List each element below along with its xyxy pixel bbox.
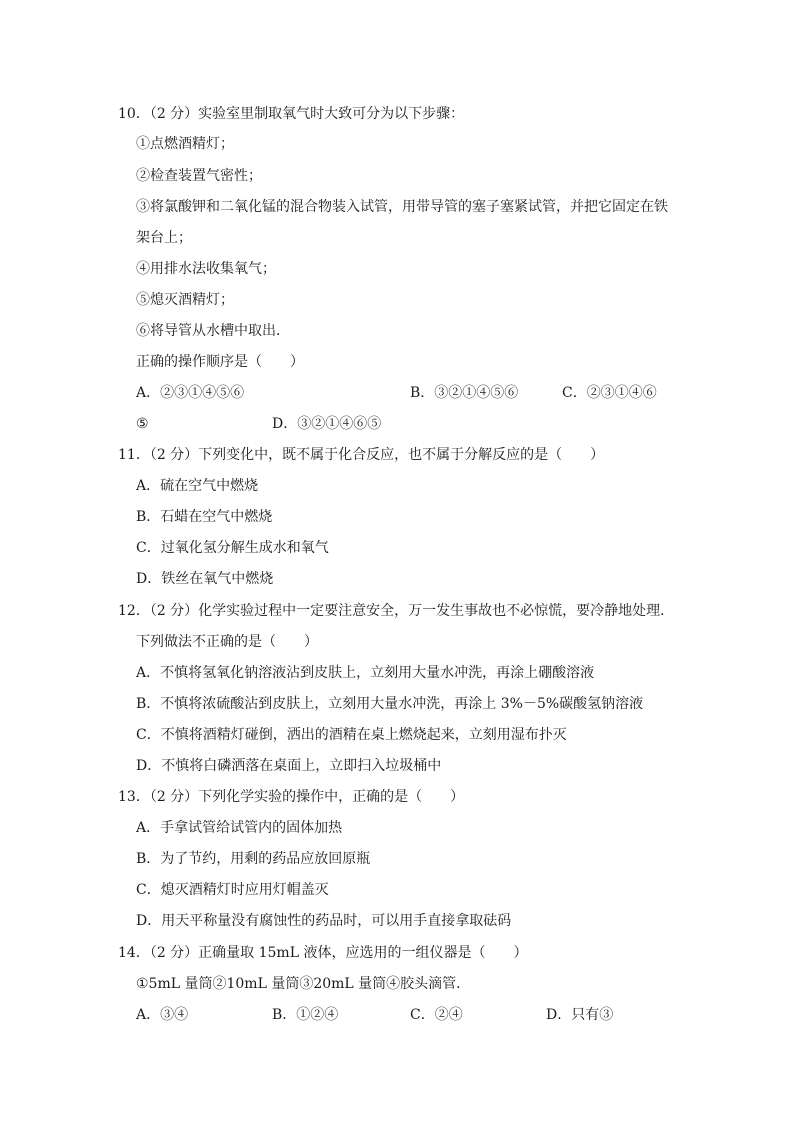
q12-stem-cont: 下列做法不正确的是（ ） — [136, 634, 318, 650]
q11-option-c: C．过氧化氢分解生成水和氧气 — [136, 540, 329, 556]
q10-step-4: ④用排水法收集氧气； — [136, 261, 276, 277]
q10-option-c-cont: ⑤ — [136, 416, 149, 432]
q14-option-b: B．①②④ — [272, 1007, 339, 1023]
q13-option-d: D．用天平称量没有腐蚀性的药品时，可以用手直接拿取砝码 — [136, 913, 512, 929]
q10-stem: 10．（2 分）实验室里制取氧气时大致可分为以下步骤： — [118, 106, 465, 122]
q11-option-a: A．硫在空气中燃烧 — [136, 478, 259, 494]
q10-step-3: ③将氯酸钾和二氧化锰的混合物装入试管，用带导管的塞子塞紧试管，并把它固定在铁 — [136, 199, 668, 215]
q13-option-c: C．熄灭酒精灯时应用灯帽盖灭 — [136, 882, 329, 898]
q12-stem: 12．（2 分）化学实验过程中一定要注意安全，万一发生事故也不必惊慌，要冷静地处理． — [118, 603, 675, 619]
q10-option-a: A．②③①④⑤⑥ — [136, 385, 245, 401]
q14-items: ①5mL 量筒②10mL 量筒③20mL 量筒④胶头滴管． — [136, 976, 471, 992]
q10-step-3-cont: 架台上； — [136, 230, 192, 246]
q13-stem: 13．（2 分）下列化学实验的操作中，正确的是（ ） — [118, 789, 465, 805]
q10-step-1: ①点燃酒精灯； — [136, 136, 234, 152]
q14-option-c: C．②④ — [410, 1007, 463, 1023]
q10-step-5: ⑤熄灭酒精灯； — [136, 292, 234, 308]
q10-prompt: 正确的操作顺序是（ ） — [136, 354, 304, 370]
q12-option-c: C．不慎将酒精灯碰倒，洒出的酒精在桌上燃烧起来，立刻用湿布扑灭 — [136, 727, 567, 743]
q12-option-d: D．不慎将白磷洒落在桌面上，立即扫入垃圾桶中 — [136, 758, 442, 774]
q11-option-d: D．铁丝在氧气中燃烧 — [136, 571, 274, 587]
q10-option-b: B．③②①④⑤⑥ — [410, 385, 519, 401]
q14-stem: 14．（2 分）正确量取 15mL 液体，应选用的一组仪器是（ ） — [118, 945, 528, 961]
q11-stem: 11．（2 分）下列变化中，既不属于化合反应，也不属于分解反应的是（ ） — [118, 447, 605, 463]
q13-option-b: B．为了节约，用剩的药品应放回原瓶 — [136, 851, 371, 867]
q10-step-2: ②检查装置气密性； — [136, 168, 262, 184]
q10-option-d: D．③②①④⑥⑤ — [272, 416, 382, 432]
q11-option-b: B．石蜡在空气中燃烧 — [136, 509, 273, 525]
q12-option-b: B．不慎将浓硫酸沾到皮肤上，立刻用大量水冲洗，再涂上 3%－5%碳酸氢钠溶液 — [136, 696, 644, 712]
q14-option-a: A．③④ — [136, 1007, 189, 1023]
q10-option-c: C．②③①④⑥ — [562, 385, 657, 401]
q14-option-d: D．只有③ — [546, 1007, 614, 1023]
q12-option-a: A．不慎将氢氧化钠溶液沾到皮肤上，立刻用大量水冲洗，再涂上硼酸溶液 — [136, 665, 595, 681]
q13-option-a: A．手拿试管给试管内的固体加热 — [136, 820, 343, 836]
q10-step-6: ⑥将导管从水槽中取出． — [136, 323, 290, 339]
